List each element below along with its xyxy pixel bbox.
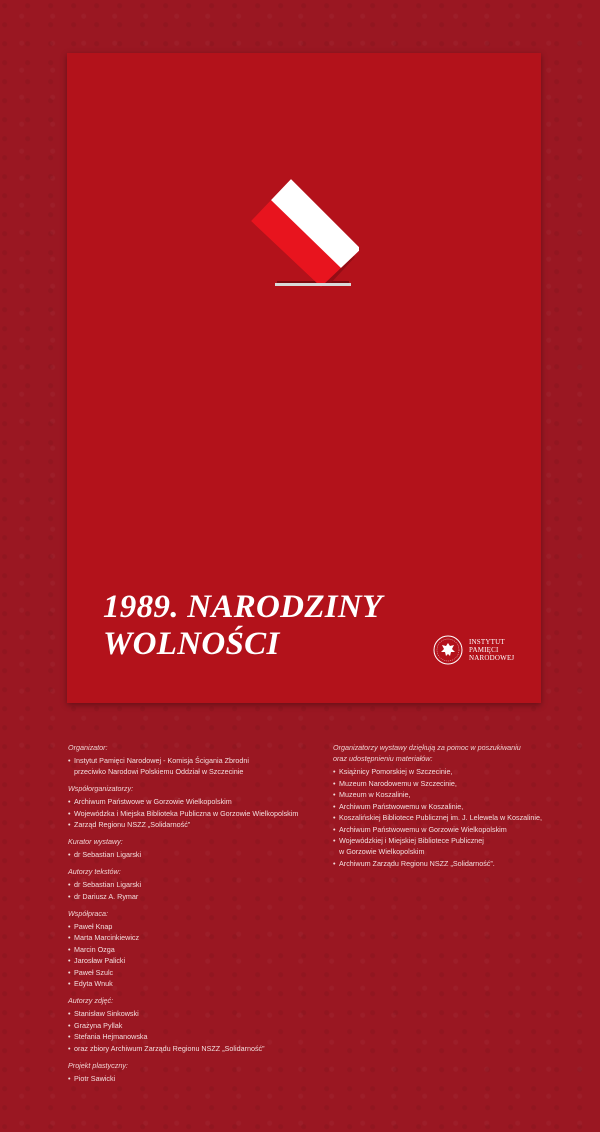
credit-item: • oraz zbiory Archiwum Zarządu Regionu NSZZ „Solidarność” — [68, 1043, 318, 1054]
title-line-2: WOLNOŚCI — [103, 626, 280, 662]
credit-item: • Marta Marcinkiewicz — [68, 932, 318, 943]
thanks-item: • Muzeum Narodowemu w Szczecinie, — [333, 778, 563, 789]
credits-right-column — [333, 738, 563, 869]
thanks-item: • Muzeum w Koszalinie, — [333, 789, 563, 800]
credit-item: • Marcin Ozga — [68, 944, 318, 955]
credit-item: • Wojewódzka i Miejska Biblioteka Publiczna w Gorzowie Wielkopolskim — [68, 808, 318, 819]
credits-left-column — [68, 738, 318, 1084]
credit-item: • Stefania Hejmanowska — [68, 1031, 318, 1042]
ipn-logo-line-1: INSTYTUT — [469, 638, 505, 646]
credit-item: • dr Dariusz A. Rymar — [68, 891, 318, 902]
credit-section-heading: Współorganizatorzy: — [68, 784, 134, 793]
exhibition-poster — [67, 53, 541, 703]
credit-section-list — [68, 796, 318, 830]
credit-section-heading: Współpraca: — [68, 908, 108, 918]
thanks-item: • Archiwum Zarządu Regionu NSZZ „Solidarność”. — [333, 858, 563, 869]
ipn-logo-line-3: NARODOWEJ — [469, 654, 515, 662]
thanks-heading: Organizatorzy wystawy dziękują za pomoc w poszukiwaniu oraz udostępnieniu materiałów: — [333, 743, 521, 763]
credit-section-heading: Autorzy tekstów: — [68, 867, 121, 876]
ipn-logo-line-2: PAMIĘCI — [469, 646, 499, 654]
credit-item: • Edyta Wnuk — [68, 978, 318, 989]
credit-item: • dr Sebastian Ligarski — [68, 879, 318, 890]
thanks-list — [333, 766, 563, 869]
credit-item: • Archiwum Państwowe w Gorzowie Wielkopolskim — [68, 796, 318, 807]
credit-item: • Instytut Pamięci Narodowej - Komisja Ścigania Zbrodni przeciwko Narodowi Polskiemu Oddział w Szczecinie — [68, 755, 318, 777]
ipn-logo-text — [469, 638, 514, 662]
credit-item: • Zarząd Regionu NSZZ „Solidarność” — [68, 819, 318, 830]
credit-item: • Piotr Sawicki — [68, 1073, 318, 1084]
credit-item: • Stanisław Sinkowski — [68, 1008, 318, 1019]
thanks-item: • Wojewódzkiej i Miejskiej Bibliotece Publicznej w Gorzowie Wielkopolskim — [333, 835, 563, 857]
thanks-item: • Archiwum Państwowemu w Koszalinie, — [333, 801, 563, 812]
credit-section-list — [68, 755, 318, 777]
ballot-flag-icon — [239, 177, 359, 289]
title-line-1: 1989. NARODZINY — [103, 589, 383, 625]
poster-title — [103, 589, 383, 663]
credit-section-heading: Kurator wystawy: — [68, 837, 123, 846]
credit-section-list — [68, 921, 318, 990]
credit-item: • Paweł Szulc — [68, 967, 318, 978]
credit-section-heading: Organizator: — [68, 743, 108, 752]
credit-section-list — [68, 1008, 318, 1054]
thanks-item: • Archiwum Państwowemu w Gorzowie Wielkopolskim — [333, 824, 563, 835]
thanks-item: • Książnicy Pomorskiej w Szczecinie, — [333, 766, 563, 777]
credit-item: • Jarosław Palicki — [68, 955, 318, 966]
ipn-logo — [433, 635, 514, 665]
eagle-emblem-icon — [433, 635, 463, 665]
credit-section-list — [68, 879, 318, 902]
credit-section-list — [68, 1073, 318, 1084]
thanks-item: • Koszalińskiej Bibliotece Publicznej im. J. Lelewela w Koszalinie, — [333, 812, 563, 823]
credit-item: • Paweł Knap — [68, 921, 318, 932]
credit-section-heading: Autorzy zdjęć: — [68, 996, 114, 1005]
credit-item: • Grażyna Pyllak — [68, 1020, 318, 1031]
credit-section-heading: Projekt plastyczny: — [68, 1060, 128, 1070]
credit-section-list — [68, 849, 318, 860]
credit-item: • dr Sebastian Ligarski — [68, 849, 318, 860]
